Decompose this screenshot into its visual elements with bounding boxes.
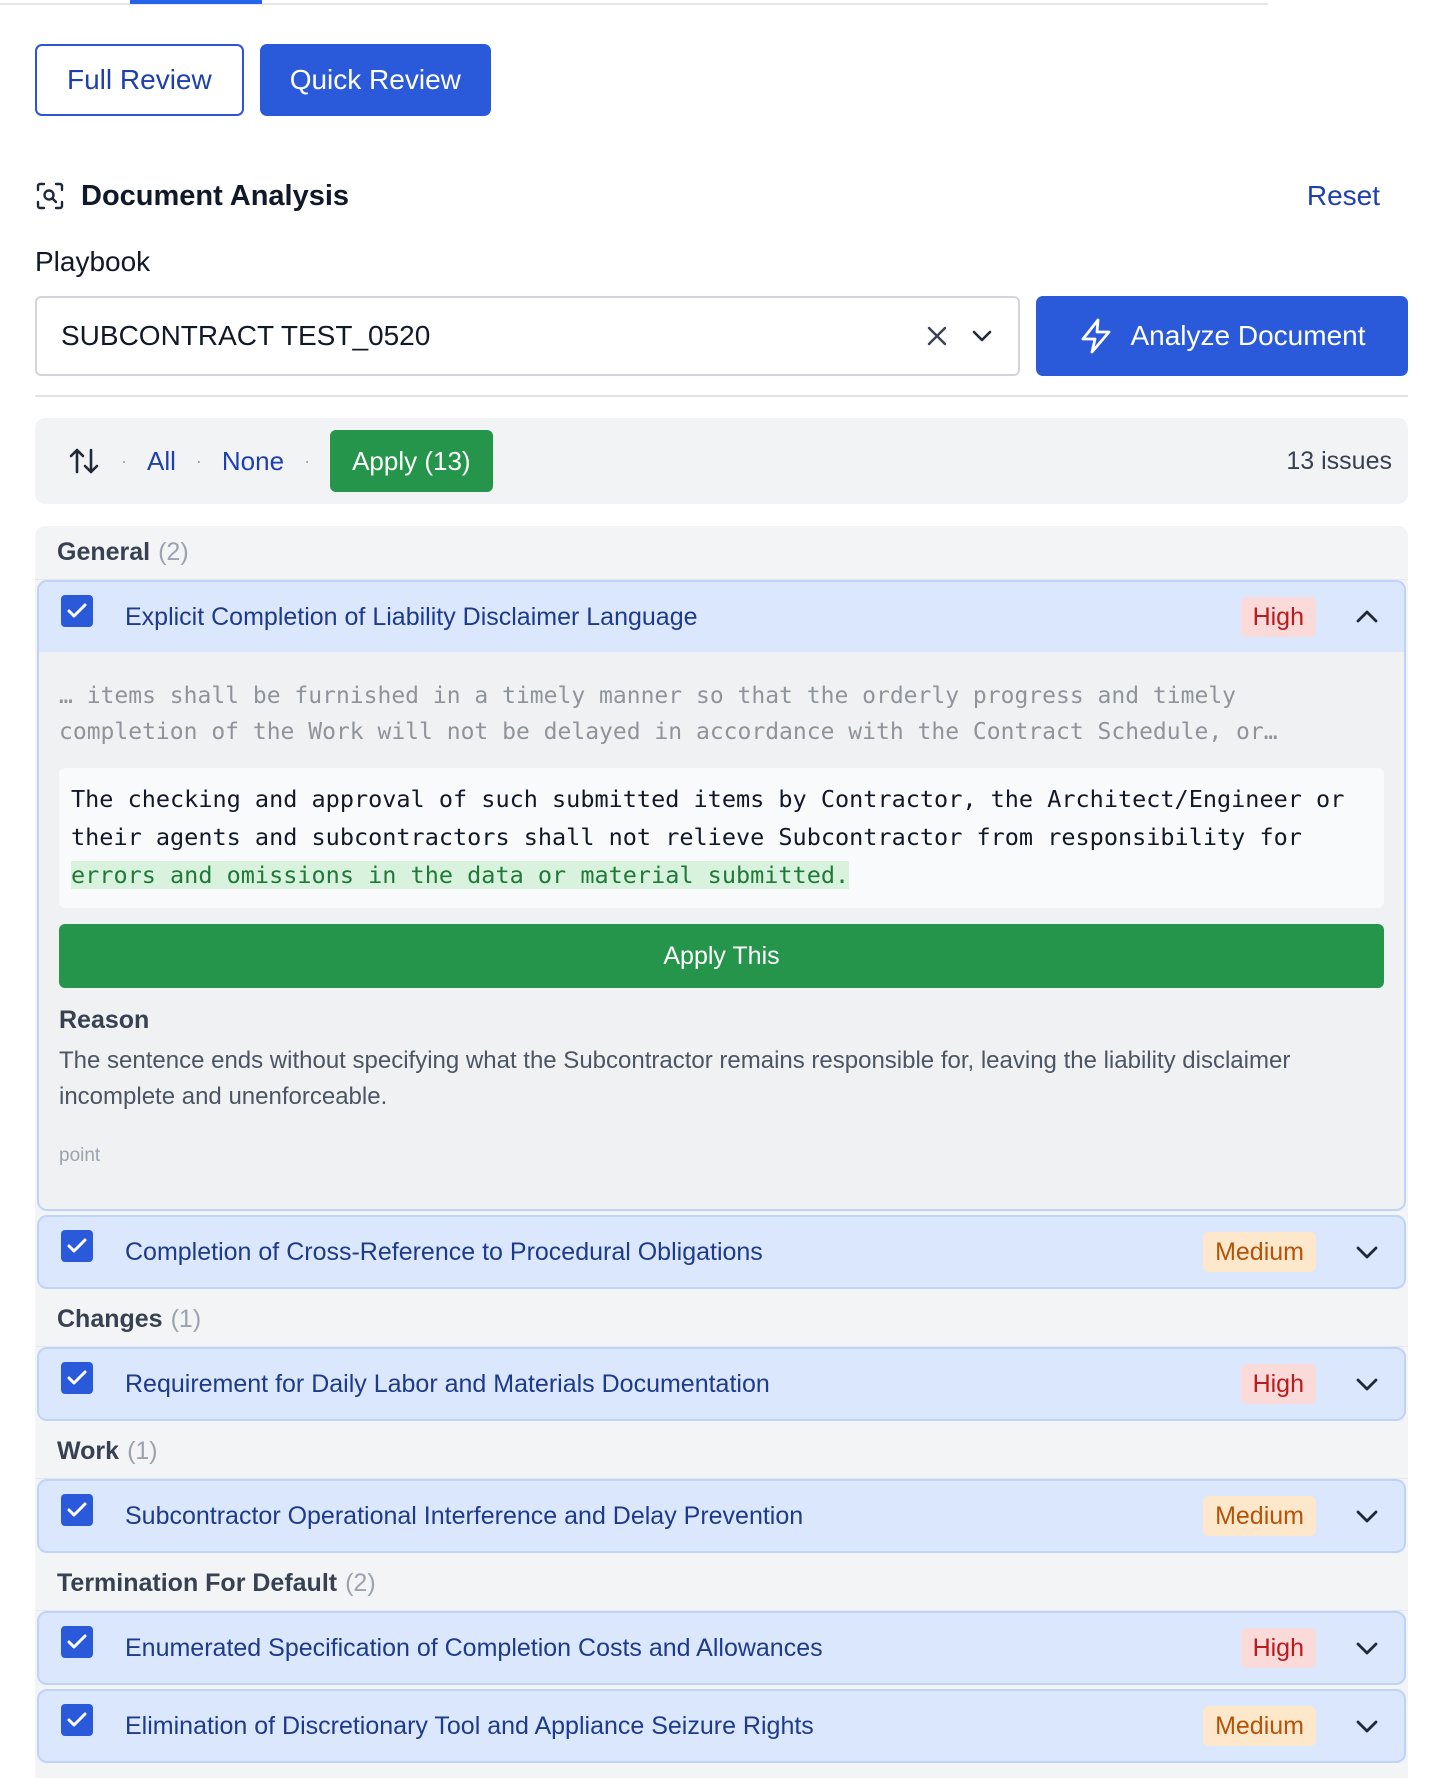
divider: [35, 395, 1408, 397]
reason-text: The sentence ends without specifying what the Subcontractor remains responsible for, leaving the liability disclaimer incomplete and unenforceable.: [59, 1047, 1291, 1110]
chevron-down-icon[interactable]: [1352, 1237, 1382, 1267]
tab-strip-end: [1268, 0, 1448, 5]
full-review-button[interactable]: Full Review: [35, 44, 244, 116]
group-count: (1): [127, 1437, 158, 1465]
issue-header[interactable]: [39, 1217, 1404, 1287]
clear-icon[interactable]: [924, 323, 950, 349]
issue-title[interactable]: Elimination of Discretionary Tool and Appliance Seizure Rights: [125, 1711, 814, 1740]
checkmark-icon: [65, 599, 89, 623]
suggestion-base-text: The checking and approval of such submitted items by Contractor, the Architect/Engineer or their agents and subcontractors shall not relieve Subcontractor from responsibility for: [71, 785, 1345, 851]
separator-dot: ·: [195, 450, 202, 471]
issue-checkbox[interactable]: [61, 595, 93, 627]
issue-title[interactable]: Requirement for Daily Labor and Materials Documentation: [125, 1369, 770, 1398]
group-name: Changes: [57, 1305, 163, 1333]
playbook-select[interactable]: [35, 296, 1020, 376]
review-mode-toggle: [35, 44, 491, 116]
document-analysis-header: [35, 176, 1380, 216]
issues-toolbar: [35, 418, 1408, 504]
issue-header[interactable]: [39, 1349, 1404, 1419]
quick-review-button[interactable]: Quick Review: [260, 44, 491, 116]
issue-title[interactable]: Subcontractor Operational Interference and Delay Prevention: [125, 1501, 804, 1530]
lightning-icon: [1078, 317, 1114, 355]
chevron-down-icon[interactable]: [1352, 1501, 1382, 1531]
apply-this-button[interactable]: Apply This: [59, 924, 1384, 988]
issue-details: [39, 652, 1404, 1209]
point-label: point: [59, 1145, 101, 1166]
reason-label: Reason: [59, 1006, 150, 1034]
severity-badge: High: [1241, 597, 1316, 637]
group-header-general[interactable]: [35, 526, 1408, 580]
context-snippet: … items shall be furnished in a timely manner so that the orderly progress and timely completion of the Work will not be delayed in accordance with the Contract Schedule, or…: [59, 683, 1278, 745]
reset-link[interactable]: Reset: [1306, 180, 1380, 211]
top-tab-strip: [0, 0, 1448, 5]
issue-title[interactable]: Explicit Completion of Liability Disclaimer Language: [125, 602, 698, 631]
checkmark-icon: [65, 1234, 89, 1258]
select-all-link[interactable]: All: [147, 445, 176, 476]
chevron-down-icon[interactable]: [970, 324, 994, 348]
issue-checkbox[interactable]: [61, 1494, 93, 1526]
group-count: (1): [170, 1305, 202, 1333]
active-tab-indicator: [130, 0, 262, 4]
issue-card: [37, 580, 1406, 1211]
group-name: Work: [57, 1437, 120, 1465]
severity-badge: High: [1241, 1364, 1316, 1404]
checkmark-icon: [65, 1708, 89, 1732]
separator-dot: ·: [121, 450, 127, 471]
playbook-select-value: SUBCONTRACT TEST_0520: [61, 320, 431, 351]
issue-header[interactable]: [39, 1691, 1404, 1761]
checkmark-icon: [65, 1498, 89, 1522]
suggested-text: [59, 768, 1384, 908]
group-header-termination-for-default[interactable]: [35, 1557, 1408, 1611]
issue-title[interactable]: Enumerated Specification of Completion Costs and Allowances: [125, 1633, 823, 1662]
issue-card: [37, 1479, 1406, 1553]
group-header-changes[interactable]: [35, 1293, 1408, 1347]
issue-checkbox[interactable]: [61, 1362, 93, 1394]
scan-search-icon: [35, 181, 65, 211]
apply-selected-button[interactable]: Apply (13): [330, 430, 493, 492]
severity-badge: Medium: [1203, 1706, 1316, 1746]
issue-checkbox[interactable]: [61, 1626, 93, 1658]
analyze-document-button[interactable]: [1036, 296, 1408, 376]
checkmark-icon: [65, 1630, 89, 1654]
severity-badge: Medium: [1203, 1232, 1316, 1272]
playbook-label: Playbook: [35, 246, 151, 277]
group-name: General: [57, 538, 151, 566]
issue-checkbox[interactable]: [61, 1704, 93, 1736]
issue-header[interactable]: [39, 1613, 1404, 1683]
sort-icon[interactable]: [67, 444, 101, 478]
checkmark-icon: [65, 1366, 89, 1390]
issue-header[interactable]: [39, 1481, 1404, 1551]
chevron-down-icon[interactable]: [1352, 1369, 1382, 1399]
issue-card: [37, 1215, 1406, 1289]
separator-dot: ·: [304, 450, 311, 471]
group-name: Termination For Default: [57, 1569, 338, 1597]
severity-badge: High: [1241, 1628, 1316, 1668]
suggestion-insertion: errors and omissions in the data or material submitted.: [71, 861, 850, 889]
issue-header[interactable]: [39, 582, 1404, 652]
section-title: Document Analysis: [81, 179, 350, 212]
issue-card: [37, 1611, 1406, 1685]
issues-list: [35, 526, 1408, 1778]
severity-badge: Medium: [1203, 1496, 1316, 1536]
chevron-down-icon[interactable]: [1352, 1711, 1382, 1741]
issue-card: [37, 1347, 1406, 1421]
analyze-document-label: Analyze Document: [1130, 320, 1366, 351]
issue-count: 13 issues: [1286, 446, 1392, 475]
group-header-work[interactable]: [35, 1425, 1408, 1479]
select-none-link[interactable]: None: [221, 445, 285, 476]
issue-checkbox[interactable]: [61, 1230, 93, 1262]
issue-card: [37, 1689, 1406, 1763]
chevron-down-icon[interactable]: [1352, 1633, 1382, 1663]
issue-title[interactable]: Completion of Cross-Reference to Procedural Obligations: [125, 1237, 763, 1266]
group-count: (2): [345, 1569, 376, 1597]
chevron-up-icon[interactable]: [1352, 602, 1382, 632]
group-count: (2): [158, 538, 189, 566]
